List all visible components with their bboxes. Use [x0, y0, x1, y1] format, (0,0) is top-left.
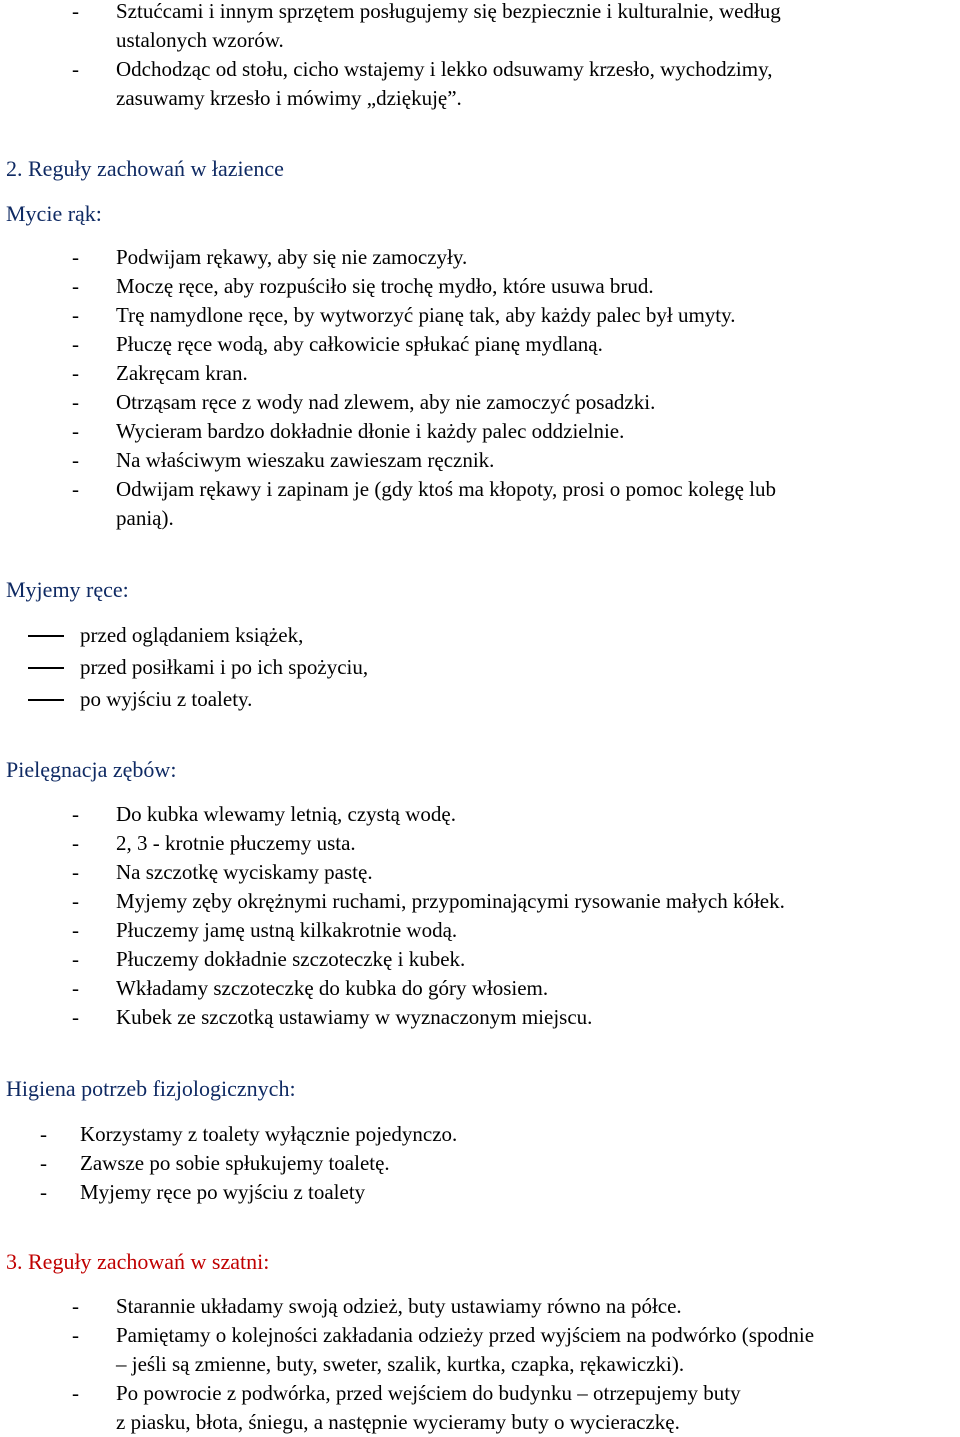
- subsection-heading: Mycie rąk:: [6, 201, 102, 226]
- list-item-text: panią).: [116, 506, 174, 530]
- list-item-text: Odwijam rękawy i zapinam je (gdy ktoś ma kłopoty, prosi o pomoc kolegę lub: [116, 477, 777, 501]
- list-dash: -: [72, 390, 79, 414]
- subsection-heading: Myjemy ręce:: [6, 577, 129, 602]
- list-dash: -: [40, 1151, 47, 1175]
- list-dash: -: [72, 1294, 79, 1318]
- list-dash: -: [72, 0, 79, 23]
- list-item-text: Odchodząc od stołu, cicho wstajemy i lekko odsuwamy krzesło, wychodzimy,: [116, 57, 773, 81]
- list-dash: -: [72, 332, 79, 356]
- section-title: 3. Reguły zachowań w szatni:: [6, 1249, 270, 1274]
- list-item-text: Na właściwym wieszaku zawieszam ręcznik.: [116, 448, 495, 472]
- list-item-text: Pamiętamy o kolejności zakładania odzieży przed wyjściem na podwórko (spodnie: [116, 1323, 815, 1347]
- list-dash: -: [72, 57, 79, 81]
- list-item-text: Korzystamy z toalety wyłącznie pojedynczo.: [80, 1122, 458, 1146]
- list-item-text: – jeśli są zmienne, buty, sweter, szalik, kurtka, czapka, rękawiczki).: [116, 1352, 685, 1376]
- list-item-text: Sztućcami i innym sprzętem posługujemy się bezpiecznie i kulturalnie, według: [116, 0, 781, 23]
- list-item-text: Myjemy ręce po wyjściu z toalety: [80, 1180, 366, 1204]
- list-dash: -: [72, 1323, 79, 1347]
- list-dash: -: [40, 1122, 47, 1146]
- list-dash: -: [72, 918, 79, 942]
- list-item-text: Płuczemy jamę ustną kilkakrotnie wodą.: [116, 918, 458, 942]
- dash-bullet-icon: [28, 667, 64, 669]
- list-item-text: Płuczemy dokładnie szczoteczkę i kubek.: [116, 947, 466, 971]
- list-item-text: Płuczę ręce wodą, aby całkowicie spłukać pianę mydlaną.: [116, 332, 603, 356]
- list-item-text: Trę namydlone ręce, by wytworzyć pianę tak, aby każdy palec był umyty.: [116, 303, 736, 327]
- list-item-text: Starannie układamy swoją odzież, buty ustawiamy równo na półce.: [116, 1294, 682, 1318]
- list-item-text: przed posiłkami i po ich spożyciu,: [80, 655, 369, 679]
- subsection-heading: Higiena potrzeb fizjologicznych:: [6, 1076, 296, 1101]
- list-item-text: Wkładamy szczoteczkę do kubka do góry włosiem.: [116, 976, 549, 1000]
- list-item-text: Moczę ręce, aby rozpuściło się trochę mydło, które usuwa brud.: [116, 274, 654, 298]
- list-item-text: Na szczotkę wyciskamy pastę.: [116, 860, 373, 884]
- list-item-text: Myjemy zęby okrężnymi ruchami, przypominającymi rysowanie małych kółek.: [116, 889, 785, 913]
- section-title: 2. Reguły zachowań w łazience: [6, 156, 284, 181]
- list-dash: -: [72, 1381, 79, 1405]
- list-dash: -: [72, 860, 79, 884]
- list-dash: -: [72, 831, 79, 855]
- list-item-text: 2, 3 - krotnie płuczemy usta.: [116, 831, 356, 855]
- dash-bullet-icon: [28, 635, 64, 637]
- list-dash: -: [72, 1005, 79, 1029]
- dash-bullet-icon: [28, 699, 64, 701]
- list-item-text: ustalonych wzorów.: [116, 28, 284, 52]
- list-dash: -: [72, 889, 79, 913]
- list-dash: -: [72, 303, 79, 327]
- list-item-text: z piasku, błota, śniegu, a następnie wycieramy buty o wycieraczkę.: [116, 1410, 680, 1434]
- list-dash: -: [72, 947, 79, 971]
- list-dash: -: [40, 1180, 47, 1204]
- list-item-text: po wyjściu z toalety.: [80, 687, 253, 711]
- list-item-text: Po powrocie z podwórka, przed wejściem do budynku – otrzepujemy buty: [116, 1381, 741, 1405]
- list-dash: -: [72, 274, 79, 298]
- list-dash: -: [72, 361, 79, 385]
- list-item-text: Kubek ze szczotką ustawiamy w wyznaczonym miejscu.: [116, 1005, 593, 1029]
- list-item-text: Wycieram bardzo dokładnie dłonie i każdy palec oddzielnie.: [116, 419, 625, 443]
- list-dash: -: [72, 802, 79, 826]
- subsection-heading: Pielęgnacja zębów:: [6, 757, 177, 782]
- list-item-text: Podwijam rękawy, aby się nie zamoczyły.: [116, 245, 468, 269]
- list-item-text: przed oglądaniem książek,: [80, 623, 304, 647]
- list-item-text: Otrząsam ręce z wody nad zlewem, aby nie zamoczyć posadzki.: [116, 390, 656, 414]
- list-dash: -: [72, 419, 79, 443]
- list-dash: -: [72, 976, 79, 1000]
- list-dash: -: [72, 245, 79, 269]
- list-dash: -: [72, 448, 79, 472]
- list-item-text: Zakręcam kran.: [116, 361, 248, 385]
- list-item-text: zasuwamy krzesło i mówimy „dziękuję”.: [116, 86, 462, 110]
- list-item-text: Zawsze po sobie spłukujemy toaletę.: [80, 1151, 390, 1175]
- list-item-text: Do kubka wlewamy letnią, czystą wodę.: [116, 802, 456, 826]
- list-dash: -: [72, 477, 79, 501]
